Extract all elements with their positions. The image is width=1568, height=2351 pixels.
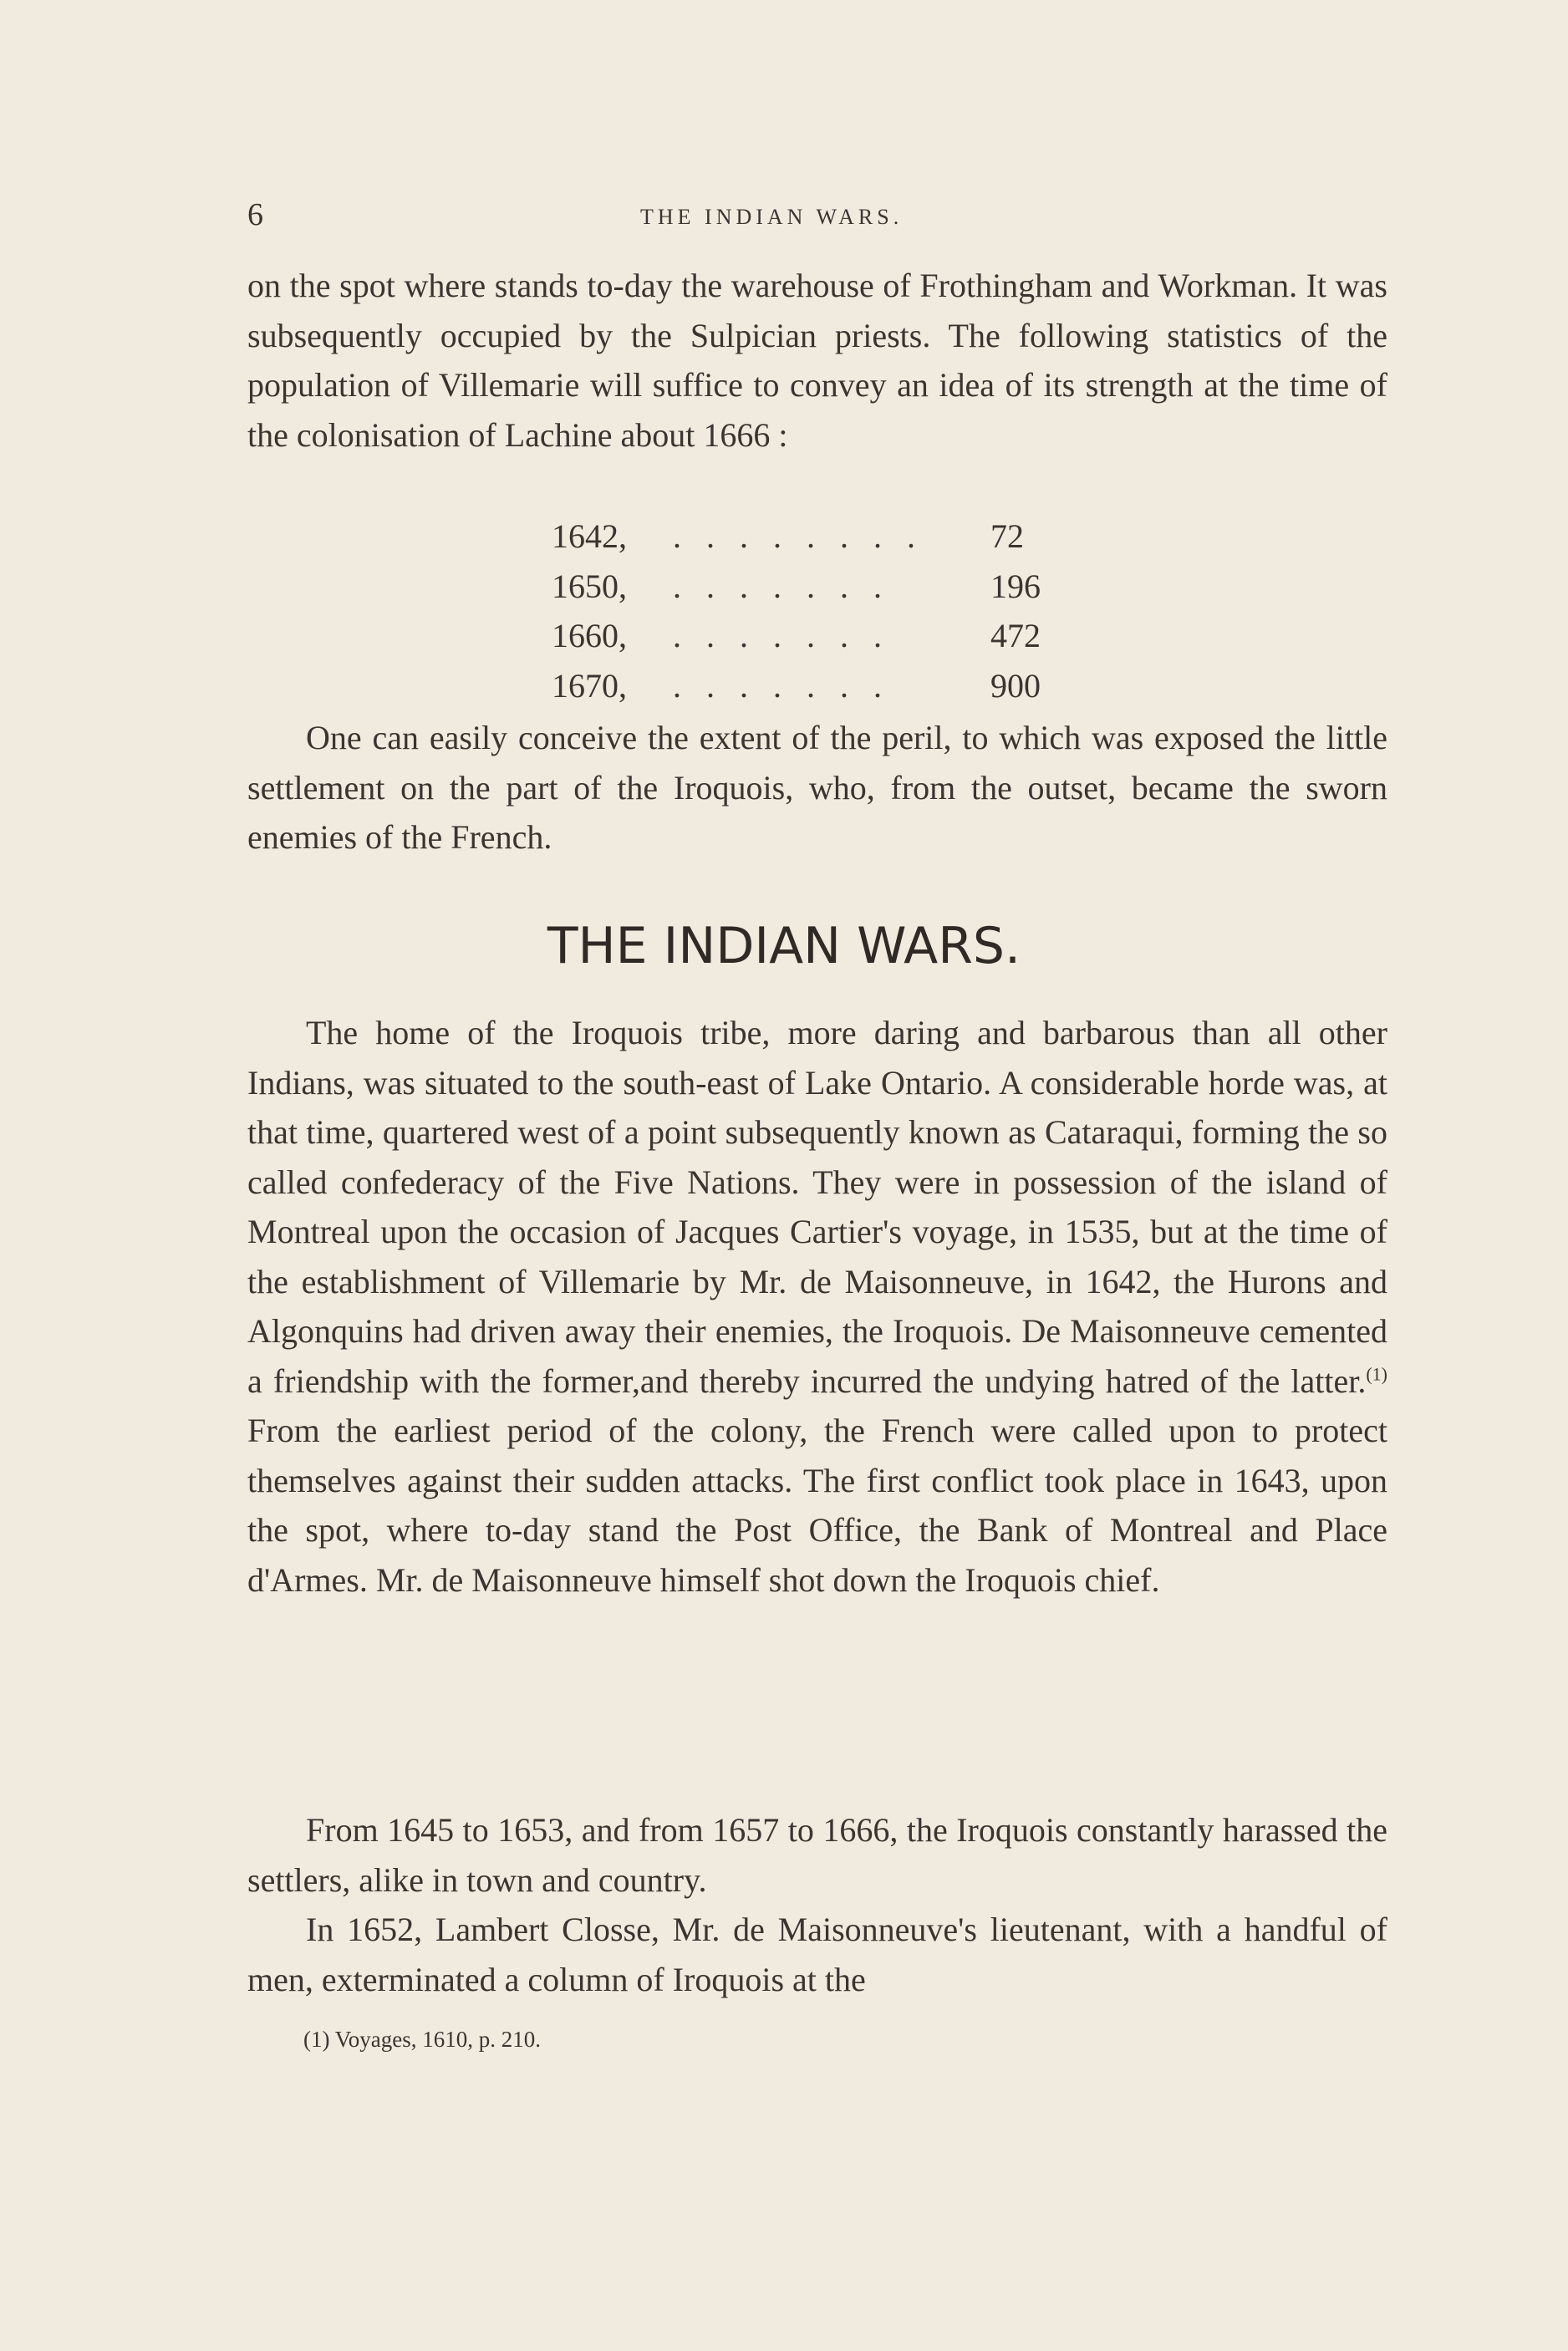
stat-row bbox=[552, 661, 1087, 711]
stat-leader-dots: . . . . . . . bbox=[673, 666, 890, 705]
stat-value: 900 bbox=[990, 666, 1041, 705]
running-head: THE INDIAN WARS. bbox=[640, 205, 904, 229]
stat-row bbox=[552, 562, 1087, 612]
intro-paragraph: on the spot where stands to-day the warehouse of Frothingham and Workman. It was subsequently occupied by the Sulpician priests. The following statistics of the population of Villemarie will suffice to convey an idea of its strength at the time of the colonisation of Lachine about 1666 : bbox=[247, 267, 1387, 454]
stat-leader-dots: . . . . . . . . bbox=[673, 517, 924, 555]
footnote: (1) Voyages, 1610, p. 210. bbox=[303, 2027, 541, 2052]
page-number: 6 bbox=[247, 197, 263, 232]
peril-paragraph: One can easily conceive the extent of the peril, to which was exposed the little settlement on the part of the Iroquois, who, from the outset, became the sworn enemies of the French. bbox=[247, 719, 1387, 856]
section-title: THE INDIAN WARS. bbox=[547, 917, 1021, 975]
stat-value: 472 bbox=[990, 617, 1041, 654]
stat-leader-dots: . . . . . . . bbox=[673, 617, 890, 654]
stat-row bbox=[552, 511, 1087, 562]
home-paragraph-part1: The home of the Iroquois tribe, more daring and barbarous than all other Indians, was situated to the south-east of Lake Ontario. A considerable horde was, at that time, quartered west of a point subsequently known as Cataraqui, forming the so called confederacy of the Five Nations. They were in possession of the island of Montreal upon the occasion of Jacques Cartier's voyage, in 1535, but at the time of the establishment of Villemarie by Mr. de Maisonneuve, in 1642, the Hurons and Algonquins had driven away their enemies, the Iroquois. De Maisonneuve cemented a friendship with the former,and thereby incurred the undying hatred of the latter. bbox=[247, 1014, 1387, 1400]
population-statistics bbox=[552, 511, 1087, 710]
stat-value: 72 bbox=[990, 517, 1024, 555]
harassment-paragraph: From 1645 to 1653, and from 1657 to 1666, the Iroquois constantly harassed the settlers, alike in town and country. bbox=[247, 1811, 1387, 1899]
stat-row bbox=[552, 611, 1087, 661]
home-paragraph-part2: From the earliest period of the colony, the French were called upon to protect themselves against their sudden attacks. The first conflict took place in 1643, upon the spot, where to-day stand the Post Office, the Bank of Montreal and Place d'Armes. Mr. de Maisonneuve himself shot down the Iroquois chief. bbox=[247, 1412, 1387, 1599]
footnote-reference[interactable]: (1) bbox=[1366, 1363, 1387, 1385]
stat-year: 1670, bbox=[552, 666, 627, 705]
lambert-closse-paragraph: In 1652, Lambert Closse, Mr. de Maisonneuve's lieutenant, with a handful of men, exterminated a column of Iroquois at the bbox=[247, 1911, 1387, 1998]
stat-leader-dots: . . . . . . . bbox=[673, 567, 890, 605]
stat-year: 1650, bbox=[552, 567, 627, 605]
iroquois-home-paragraph bbox=[247, 1008, 1387, 1605]
stat-year: 1660, bbox=[552, 617, 627, 654]
stat-value: 196 bbox=[990, 567, 1041, 605]
stat-year: 1642, bbox=[552, 517, 627, 555]
page-header bbox=[247, 194, 1384, 236]
